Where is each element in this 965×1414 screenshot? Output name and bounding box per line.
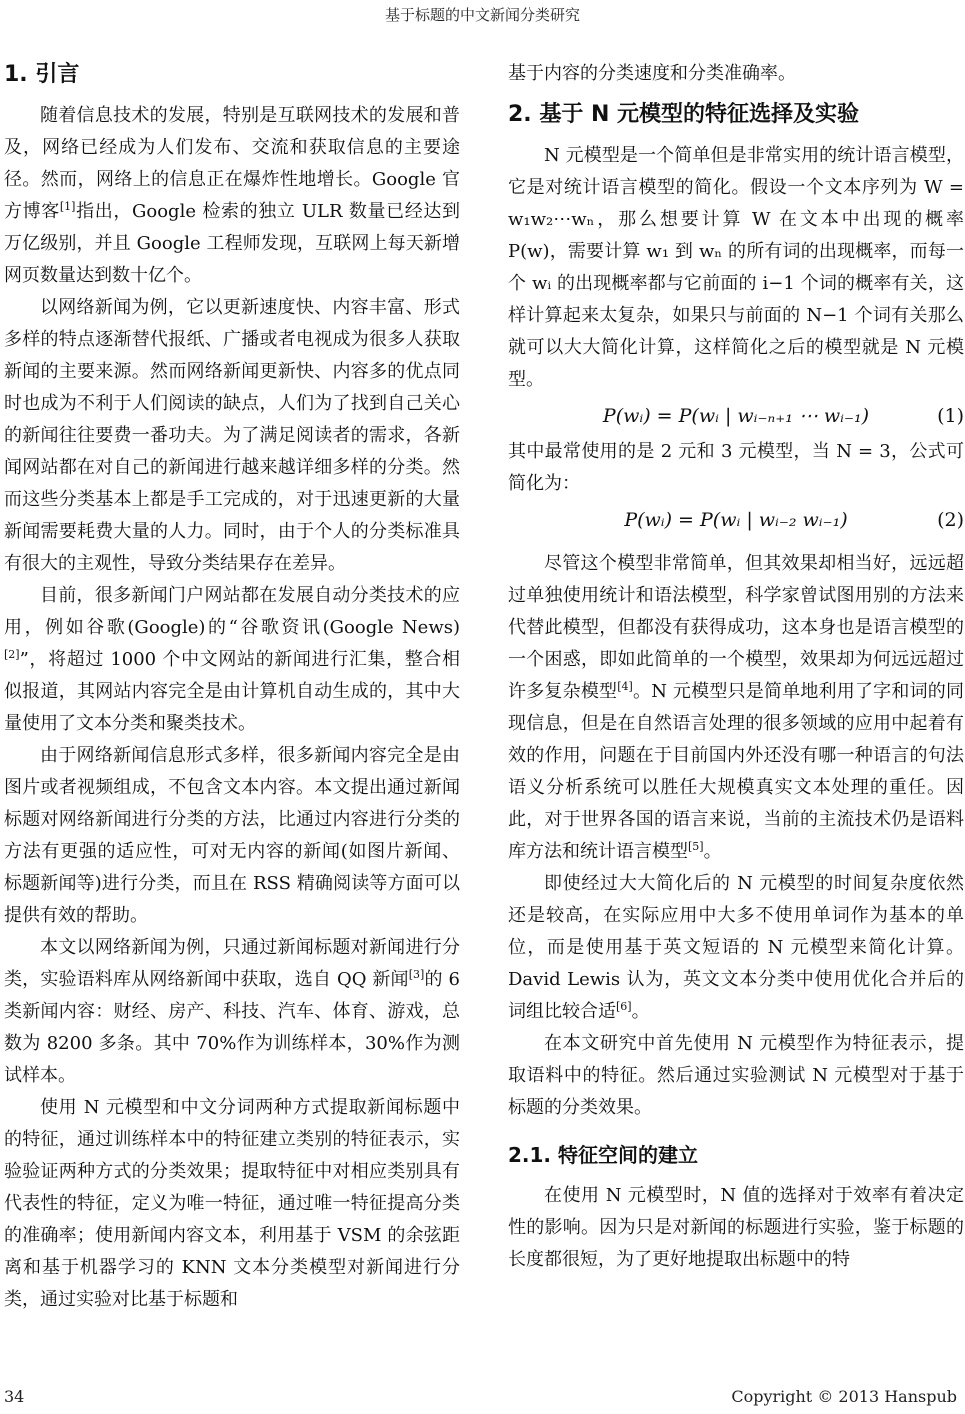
equation-number: (2) <box>937 509 964 531</box>
copyright-notice: Copyright © 2013 Hanspub <box>731 1387 957 1406</box>
citation[interactable]: [3] <box>408 968 425 981</box>
citation[interactable]: [1] <box>59 200 76 213</box>
paragraph: 随着信息技术的发展，特别是互联网技术的发展和普及，网络已经成为人们发布、交流和获取信息的主要途径。然而，网络上的信息正在爆炸性地增长。Google 官方博客[1]指出，Google 检索的独立 ULR 数量已经达到万亿级别，并且 Google 工程师发现，互联网上每天新增网页数量达到数十亿个。 <box>4 105 460 286</box>
paragraph: 即使经过大大简化后的 N 元模型的时间复杂度依然还是较高，在实际应用中大多不使用单词作为基本的单位，而是使用基于英文短语的 N 元模型来简化计算。David Lewis 认为，英文文本分类中使用优化合并后的词组比较合适[6]。 <box>508 873 964 1022</box>
paragraph: 其中最常使用的是 2 元和 3 元模型，当 N = 3，公式可简化为： <box>508 441 964 494</box>
paragraph: 在使用 N 元模型时，N 值的选择对于效率有着决定性的影响。因为只是对新闻的标题进行实验，鉴于标题的长度都很短，为了更好地提取出标题中的特 <box>508 1185 964 1270</box>
paragraph: 尽管这个模型非常简单，但其效果却相当好，远远超过单独使用统计和语法模型，科学家曾试图用别的方法来代替此模型，但都没有获得成功，这本身也是语言模型的一个困惑，即如此简单的一个模型，效果却为何远远超过许多复杂模型[4]。N 元模型只是简单地利用了字和词的同现信息，但是在自然语言处理的很多领域的应用中起着有效的作用，问题在于目前国内外还没有哪一种语言的句法语义分析系统可以胜任大规模真实文本处理的重任。因此，对于世界各国的语言来说，当前的主流技术仍是语料库方法和统计语言模型[5]。 <box>508 553 964 862</box>
paragraph: N 元模型是一个简单但是非常实用的统计语言模型，它是对统计语言模型的简化。假设一个文本序列为 W = w₁w₂⋯wₙ，那么想要计算 W 在文本中出现的概率 P(w)，需要计算 w₁ 到 wₙ 的所有词的出现概率，而每一个 wᵢ 的出现概率都与它前面的 i−1 个词的概率有关，这样计算起来太复杂，如果只与前面的 N−1 个词有关那么就可以大大简化计算，这样简化之后的模型就是 N 元模型。 <box>508 145 964 390</box>
paragraph: 基于内容的分类速度和分类准确率。 <box>508 63 796 84</box>
left-column <box>4 58 460 1316</box>
equation-expression: P(wᵢ) = P(wᵢ | wᵢ₋ₙ₊₁ ⋯ wᵢ₋₁) <box>602 405 870 427</box>
running-head: 基于标题的中文新闻分类研究 <box>384 6 580 24</box>
equation-expression: P(wᵢ) = P(wᵢ | wᵢ₋₂ wᵢ₋₁) <box>624 509 848 531</box>
paragraph: 在本文研究中首先使用 N 元模型作为特征表示，提取语料中的特征。然后通过实验测试 N 元模型对于基于标题的分类效果。 <box>508 1033 964 1118</box>
equation-number: (1) <box>937 405 964 427</box>
equation-2 <box>508 500 964 540</box>
paragraph: 本文以网络新闻为例，只通过新闻标题对新闻进行分类，实验语料库从网络新闻中获取，选自 QQ 新闻[3]的 6 类新闻内容：财经、房产、科技、汽车、体育、游戏，总数为 8200 多条。其中 70%作为训练样本，30%作为测试样本。 <box>4 937 460 1086</box>
right-column <box>508 58 964 1276</box>
citation[interactable]: [2] <box>4 648 20 661</box>
paragraph: 由于网络新闻信息形式多样，很多新闻内容完全是由图片或者视频组成，不包含文本内容。本文提出通过新闻标题对网络新闻进行分类的方法，比通过内容进行分类的方法有更强的适应性，可对无内容的新闻(如图片新闻、标题新闻等)进行分类，而且在 RSS 精确阅读等方面可以提供有效的帮助。 <box>4 745 460 926</box>
section-heading-ngram: 2. 基于 N 元模型的特征选择及实验 <box>508 102 860 127</box>
page-number: 34 <box>4 1387 25 1406</box>
paragraph: 以网络新闻为例，它以更新速度快、内容丰富、形式多样的特点逐渐替代报纸、广播或者电视成为很多人获取新闻的主要来源。然而网络新闻更新快、内容多的优点同时也成为不利于人们阅读的缺点，人们为了找到自己关心的新闻往往要费一番功夫。为了满足阅读者的需求，各新闻网站都在对自己的新闻进行越来越详细多样的分类。然而这些分类基本上都是手工完成的，对于迅速更新的大量新闻需要耗费大量的人力。同时，由于个人的分类标准具有很大的主观性，导致分类结果存在差异。 <box>4 297 460 574</box>
paragraph: 目前，很多新闻门户网站都在发展自动分类技术的应用，例如谷歌(Google)的“谷歌资讯(Google News)[2]”，将超过 1000 个中文网站的新闻进行汇集，整合相似报道，其网站内容完全是由计算机自动生成的，其中大量使用了文本分类和聚类技术。 <box>4 585 460 734</box>
section-heading-intro: 1. 引言 <box>4 62 80 87</box>
subsection-heading-feature-space: 2.1. 特征空间的建立 <box>508 1143 698 1167</box>
citation[interactable]: [4] <box>617 680 633 693</box>
citation[interactable]: [5] <box>688 840 704 853</box>
equation-1 <box>508 396 964 436</box>
paragraph: 使用 N 元模型和中文分词两种方式提取新闻标题中的特征，通过训练样本中的特征建立类别的特征表示，实验验证两种方式的分类效果；提取特征中对相应类别具有代表性的特征，定义为唯一特征，通过唯一特征提高分类的准确率；使用新闻内容文本，利用基于 VSM 的余弦距离和基于机器学习的 KNN 文本分类模型对新闻进行分类，通过实验对比基于标题和 <box>4 1097 460 1310</box>
citation[interactable]: [6] <box>616 1000 632 1013</box>
